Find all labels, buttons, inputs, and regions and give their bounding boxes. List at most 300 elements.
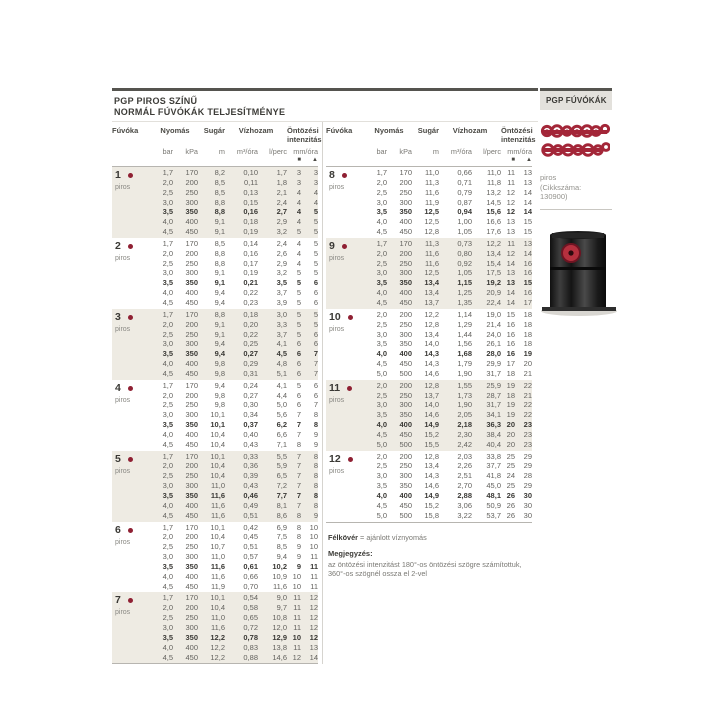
table-cell: 4 <box>296 197 301 207</box>
table-cell: 3,2 <box>276 268 287 278</box>
note-line-2: 360°-os szögnél ossza el 2-vel <box>328 568 428 578</box>
table-cell: 350 <box>399 278 412 288</box>
table-cell: 6 <box>296 390 301 400</box>
table-cell: 400 <box>185 217 198 227</box>
table-cell: 2,0 <box>376 309 387 319</box>
table-cell: 25 <box>506 461 515 471</box>
table-cell: 12,8 <box>424 451 439 461</box>
table-cell: 12,5 <box>424 207 439 217</box>
table-cell: 0,17 <box>243 258 258 268</box>
table-cell: 200 <box>185 532 198 542</box>
table-cell: 10 <box>292 571 301 581</box>
table-cell: 2,5 <box>162 400 173 410</box>
table-cell: 3,0 <box>276 309 287 319</box>
table-cell: 3,5 <box>162 491 173 500</box>
table-cell: 5 <box>296 297 301 307</box>
col-vizhozam: Vízhozam <box>238 126 274 135</box>
table-cell: 0,43 <box>243 439 258 449</box>
table-cell: 300 <box>399 471 412 481</box>
table-cell: 3 <box>313 168 318 177</box>
table-cell: 250 <box>185 258 198 268</box>
table-cell: 9 <box>313 429 318 439</box>
table-cell: 8 <box>296 439 301 449</box>
table-cell: 13 <box>506 278 515 288</box>
table-cell: 3,0 <box>162 410 173 420</box>
table-cell: 12 <box>309 622 318 632</box>
table-cell: 10,9 <box>272 571 287 581</box>
col-ontozesi-1: Öntözési <box>501 126 533 135</box>
table-cell: 9,8 <box>214 390 225 400</box>
table-cell: 11,6 <box>424 248 439 258</box>
table-cell: 18 <box>506 368 515 378</box>
table-cell: 3,0 <box>376 471 387 481</box>
col-fuvoka: Fúvóka <box>112 126 139 135</box>
table-cell: 300 <box>399 329 412 339</box>
table-cell: 8 <box>313 451 318 461</box>
table-cell: 0,65 <box>243 613 258 623</box>
table-cell: 2,7 <box>276 207 287 217</box>
table-cell: 22 <box>523 400 532 410</box>
table-cell: 400 <box>185 288 198 298</box>
table-cell: 0,20 <box>243 319 258 329</box>
table-cell: 1,8 <box>276 177 287 187</box>
page-title <box>112 88 538 122</box>
table-cell: 14,3 <box>424 349 439 359</box>
table-cell: 38,4 <box>486 429 501 439</box>
table-cell: 9 <box>296 552 301 562</box>
table-cell: 2,5 <box>376 390 387 400</box>
red-dot-icon <box>128 315 133 320</box>
bold-legend-text: = ajánlott víznyomás <box>360 532 427 542</box>
table-cell: 4 <box>296 248 301 258</box>
table-cell: 8,8 <box>214 309 225 319</box>
table-cell: 11 <box>293 613 301 623</box>
table-cell: 4 <box>296 258 301 268</box>
title-line-1: PGP PIROS SZÍNŰ <box>114 96 198 106</box>
table-cell: 6,2 <box>276 420 287 430</box>
table-cell: 500 <box>399 439 412 449</box>
table-cell: 12 <box>506 187 515 197</box>
table-cell: 6 <box>313 329 318 339</box>
nozzle-label <box>112 523 152 592</box>
table-cell: 14 <box>523 248 532 258</box>
red-dot-icon <box>128 386 133 391</box>
col-bar: bar <box>376 147 387 156</box>
col-sugar: Sugár <box>417 126 439 135</box>
table-cell: 4,5 <box>376 429 387 439</box>
table-cell: 5 <box>313 227 318 237</box>
table-cell: 26 <box>506 491 515 500</box>
table-cell: 28,0 <box>486 349 501 359</box>
table-cell: 2,51 <box>457 471 472 481</box>
table-cell: 11,0 <box>424 168 439 177</box>
table-cell: 0,37 <box>243 420 258 430</box>
table-cell: 12,2 <box>210 632 225 642</box>
table-cell: 11,0 <box>210 613 225 623</box>
table-cell: 3,5 <box>162 561 173 571</box>
table-cell: 350 <box>399 410 412 420</box>
nozzle-group-7 <box>112 592 318 663</box>
table-cell: 11 <box>293 593 301 603</box>
table-cell: 14 <box>523 187 532 197</box>
table-cell: 2,0 <box>162 461 173 471</box>
table-cell: 4,5 <box>162 227 173 237</box>
table-cell: 200 <box>185 319 198 329</box>
table-cell: 15 <box>506 309 515 319</box>
table-cell: 34,1 <box>486 410 501 420</box>
table-cell: 350 <box>185 278 198 288</box>
table-cell: 350 <box>185 561 198 571</box>
table-cell: 0,49 <box>243 500 258 510</box>
table-cell: 13,4 <box>424 329 439 339</box>
nozzle-group-8 <box>326 167 532 238</box>
table-cell: 2,0 <box>162 177 173 187</box>
table-cell: 5 <box>313 248 318 258</box>
table-cell: 1,68 <box>457 349 472 359</box>
table-cell: 12,5 <box>424 217 439 227</box>
table-cell: 3,0 <box>162 339 173 349</box>
nozzle-number: 10 <box>329 310 341 323</box>
table-cell: 14 <box>506 288 515 298</box>
table-cell: 6,5 <box>276 471 287 481</box>
table-cell: 14,0 <box>424 339 439 349</box>
table-cell: 0,51 <box>243 510 258 520</box>
table-cell: 12,2 <box>424 309 439 319</box>
table-cell: 450 <box>399 297 412 307</box>
table-cell: 10,4 <box>210 439 225 449</box>
table-cell: 300 <box>399 268 412 278</box>
table-cell: 4,4 <box>276 390 287 400</box>
nozzle-label <box>112 381 152 450</box>
table-cell: 17,5 <box>486 268 501 278</box>
table-cell: 12 <box>309 632 318 642</box>
table-cell: 3,5 <box>162 278 173 288</box>
table-cell: 12 <box>506 248 515 258</box>
table-cell: 3,0 <box>376 329 387 339</box>
table-cell: 5,0 <box>376 510 387 520</box>
table-cell: 1,7 <box>162 309 173 319</box>
table-cell: 4,5 <box>162 652 173 662</box>
table-cell: 10 <box>292 581 301 591</box>
table-cell: 7,1 <box>276 439 287 449</box>
footnotes <box>326 533 526 578</box>
table-cell: 0,36 <box>243 461 258 471</box>
table-cell: 0,13 <box>243 187 258 197</box>
table-cell: 2,5 <box>162 329 173 339</box>
table-cell: 31,7 <box>486 400 501 410</box>
red-dot-icon <box>347 386 352 391</box>
table-cell: 11,6 <box>210 500 225 510</box>
table-cell: 0,14 <box>243 238 258 248</box>
table-cell: 0,19 <box>243 268 258 278</box>
table-cell: 14 <box>506 258 515 268</box>
table-cell: 15,5 <box>424 439 439 449</box>
table-cell: 10,4 <box>210 429 225 439</box>
table-cell: 9,1 <box>214 319 225 329</box>
table-cell: 2,18 <box>457 420 472 430</box>
table-cell: 15,4 <box>486 258 501 268</box>
table-cell: 4,5 <box>376 500 387 510</box>
table-cell: 3,06 <box>457 500 472 510</box>
table-cell: 450 <box>399 359 412 369</box>
table-cell: 1,44 <box>457 329 472 339</box>
nozzle-color-label: piros <box>115 467 131 475</box>
nozzle-label <box>112 239 152 308</box>
table-cell: 25 <box>506 451 515 461</box>
table-cell: 450 <box>185 581 198 591</box>
table-cell: 450 <box>185 510 198 520</box>
sidebar <box>540 88 616 319</box>
table-cell: 0,45 <box>243 532 258 542</box>
table-cell: 250 <box>399 390 412 400</box>
table-cell: 400 <box>399 491 412 500</box>
table-cell: 4,5 <box>162 297 173 307</box>
table-cell: 0,70 <box>243 581 258 591</box>
table-cell: 29 <box>523 451 532 461</box>
table-cell: 25,9 <box>486 380 501 390</box>
table-cell: 21,4 <box>486 319 501 329</box>
table-cell: 400 <box>185 571 198 581</box>
table-cell: 1,14 <box>457 309 472 319</box>
table-cell: 350 <box>185 349 198 359</box>
table-cell: 2,5 <box>376 461 387 471</box>
table-cell: 7 <box>313 368 318 378</box>
table-cell: 3,5 <box>376 278 387 288</box>
table-cell: 11,3 <box>424 238 439 248</box>
table-cell: 6 <box>313 297 318 307</box>
table-cell: 2,0 <box>376 248 387 258</box>
table-cell: 3,5 <box>376 481 387 491</box>
table-cell: 200 <box>399 380 412 390</box>
col-m3ora: m³/óra <box>450 147 472 156</box>
table-cell: 5 <box>313 238 318 248</box>
table-cell: 14,0 <box>424 400 439 410</box>
table-cell: 9,4 <box>214 349 225 359</box>
table-cell: 6 <box>313 278 318 288</box>
table-cell: 4,0 <box>376 349 387 359</box>
table-cell: 450 <box>399 500 412 510</box>
triangle-symbol-icon: ▲ <box>526 157 532 163</box>
table-cell: 400 <box>185 429 198 439</box>
table-cell: 1,79 <box>457 359 472 369</box>
table-cell: 350 <box>399 207 412 217</box>
table-cell: 0,54 <box>243 593 258 603</box>
table-cell: 7 <box>296 481 301 491</box>
table-cell: 12,5 <box>424 268 439 278</box>
table-cell: 0,31 <box>243 368 258 378</box>
table-cell: 11,0 <box>210 552 225 562</box>
table-cell: 1,73 <box>457 390 472 400</box>
table-cell: 16 <box>523 268 532 278</box>
table-cell: 22,4 <box>486 297 501 307</box>
performance-section <box>112 88 538 664</box>
table-cell: 23 <box>523 439 532 449</box>
table-cell: 26 <box>506 510 515 520</box>
table-cell: 170 <box>399 238 412 248</box>
nozzle-group-2 <box>112 238 318 309</box>
table-cell: 9,1 <box>214 227 225 237</box>
sidebar-title-band <box>540 88 612 110</box>
table-cell: 170 <box>399 168 412 177</box>
table-cell: 4,5 <box>162 439 173 449</box>
table-cell: 2,0 <box>376 177 387 187</box>
table-cell: 0,39 <box>243 471 258 481</box>
table-cell: 6 <box>313 339 318 349</box>
table-cell: 10,4 <box>210 471 225 481</box>
table-cell: 20 <box>523 359 532 369</box>
table-cell: 1,90 <box>457 368 472 378</box>
table-cell: 1,7 <box>376 168 387 177</box>
table-cell: 2,5 <box>162 187 173 197</box>
table-cell: 6,9 <box>276 522 287 532</box>
table-cell: 170 <box>185 238 198 248</box>
table-cell: 9,1 <box>214 268 225 278</box>
nozzle-color-label: piros <box>115 325 131 333</box>
nozzle-group-10 <box>326 309 532 380</box>
table-cell: 350 <box>185 420 198 430</box>
table-cell: 5,5 <box>276 451 287 461</box>
table-cell: 4,8 <box>276 359 287 369</box>
table-cell: 5 <box>313 319 318 329</box>
table-cell: 4 <box>296 187 301 197</box>
table-cell: 5 <box>296 380 301 390</box>
table-cell: 10,4 <box>210 603 225 613</box>
table-cell: 400 <box>185 642 198 652</box>
table-cell: 0,94 <box>457 207 472 217</box>
table-cell: 200 <box>185 603 198 613</box>
table-cell: 7 <box>296 471 301 481</box>
nozzle-number: 6 <box>115 523 121 536</box>
table-cell: 0,10 <box>243 168 258 177</box>
table-cell: 3,5 <box>276 278 287 288</box>
table-cell: 20 <box>506 420 515 430</box>
table-cell: 30 <box>523 500 532 510</box>
nozzle-color-label: piros <box>329 467 345 475</box>
nozzle-label <box>112 452 152 521</box>
triangle-symbol-icon: ▲ <box>312 157 318 163</box>
table-cell: 33,8 <box>486 451 501 461</box>
table-cell: 350 <box>185 632 198 642</box>
table-cell: 11,0 <box>486 168 501 177</box>
table-cell: 4,0 <box>162 500 173 510</box>
nozzle-color-label: piros <box>329 396 345 404</box>
table-cell: 10,7 <box>210 542 225 552</box>
table-cell: 2,70 <box>457 481 472 491</box>
table-cell: 0,22 <box>243 288 258 298</box>
table-cell: 9 <box>296 542 301 552</box>
table-cell: 12 <box>506 207 515 217</box>
table-cell: 4,5 <box>276 349 287 359</box>
table-cell: 9,8 <box>214 359 225 369</box>
table-cell: 16 <box>506 349 515 359</box>
table-cell: 13,8 <box>272 642 287 652</box>
table-cell: 3,0 <box>376 197 387 207</box>
table-cell: 16,6 <box>486 217 501 227</box>
table-cell: 19 <box>506 380 515 390</box>
nozzle-number: 8 <box>329 169 335 181</box>
table-cell: 3,5 <box>162 420 173 430</box>
table-cell: 300 <box>399 197 412 207</box>
table-cell: 11,6 <box>210 510 225 520</box>
nozzle-number: 5 <box>115 452 121 465</box>
table-cell: 4,0 <box>376 420 387 430</box>
table-cell: 0,79 <box>457 187 472 197</box>
table-cell: 2,0 <box>376 380 387 390</box>
nozzle-label <box>326 452 366 521</box>
table-cell: 250 <box>399 461 412 471</box>
sidebar-divider <box>540 209 612 210</box>
table-cell: 10,1 <box>210 410 225 420</box>
table-cell: 8,8 <box>214 258 225 268</box>
red-dot-icon <box>128 598 133 603</box>
col-ontozesi-2: intenzitás <box>501 135 536 144</box>
table-cell: 9,4 <box>276 552 287 562</box>
table-cell: 1,7 <box>162 238 173 248</box>
table-cell: 18 <box>506 390 515 400</box>
table-cell: 200 <box>399 309 412 319</box>
nozzle-group-12 <box>326 451 532 522</box>
table-cell: 53,7 <box>486 510 501 520</box>
table-cell: 5 <box>296 227 301 237</box>
col-fuvoka: Fúvóka <box>326 126 353 135</box>
table-cell: 6 <box>313 380 318 390</box>
table-cell: 0,33 <box>243 451 258 461</box>
table-cell: 4 <box>313 187 318 197</box>
table-cell: 16 <box>506 329 515 339</box>
table-cell: 14,6 <box>424 410 439 420</box>
table-cell: 5 <box>313 309 318 319</box>
red-dot-icon <box>128 457 133 462</box>
table-cell: 8 <box>313 481 318 491</box>
table-cell: 5 <box>313 268 318 278</box>
table-cell: 3,2 <box>276 227 287 237</box>
table-cell: 15 <box>523 278 532 288</box>
table-cell: 4,5 <box>162 368 173 378</box>
table-cell: 29,9 <box>486 359 501 369</box>
table-cell: 12 <box>309 593 318 603</box>
table-cell: 14,6 <box>424 481 439 491</box>
table-cell: 4,0 <box>162 642 173 652</box>
table-cell: 200 <box>185 390 198 400</box>
table-cell: 6,6 <box>276 429 287 439</box>
table-cell: 19,2 <box>486 278 501 288</box>
table-cell: 3,0 <box>376 268 387 278</box>
table-cell: 7,5 <box>276 532 287 542</box>
table-cell: 12 <box>506 197 515 207</box>
table-cell: 14,3 <box>424 471 439 481</box>
table-cell: 13 <box>506 217 515 227</box>
nozzle-table-left <box>112 122 322 664</box>
table-cell: 18 <box>523 319 532 329</box>
pgp-rotor-photo <box>540 227 618 319</box>
table-cell: 17 <box>506 359 515 369</box>
bold-legend-label: Félkövér <box>328 532 359 542</box>
table-cell: 20 <box>506 439 515 449</box>
col-mmora: mm/óra <box>293 147 318 156</box>
table-cell: 2,5 <box>376 319 387 329</box>
table-cell: 8 <box>296 522 301 532</box>
table-cell: 3,5 <box>376 207 387 217</box>
table-cell: 11 <box>293 603 301 613</box>
table-cell: 9,4 <box>214 380 225 390</box>
table-cell: 0,16 <box>243 207 258 217</box>
table-cell: 13 <box>506 227 515 237</box>
square-symbol-icon: ■ <box>511 157 515 163</box>
col-ontozesi-2: intenzitás <box>287 135 322 144</box>
table-cell: 7 <box>296 461 301 471</box>
table-cell: 9,8 <box>214 368 225 378</box>
table-cell: 450 <box>185 227 198 237</box>
